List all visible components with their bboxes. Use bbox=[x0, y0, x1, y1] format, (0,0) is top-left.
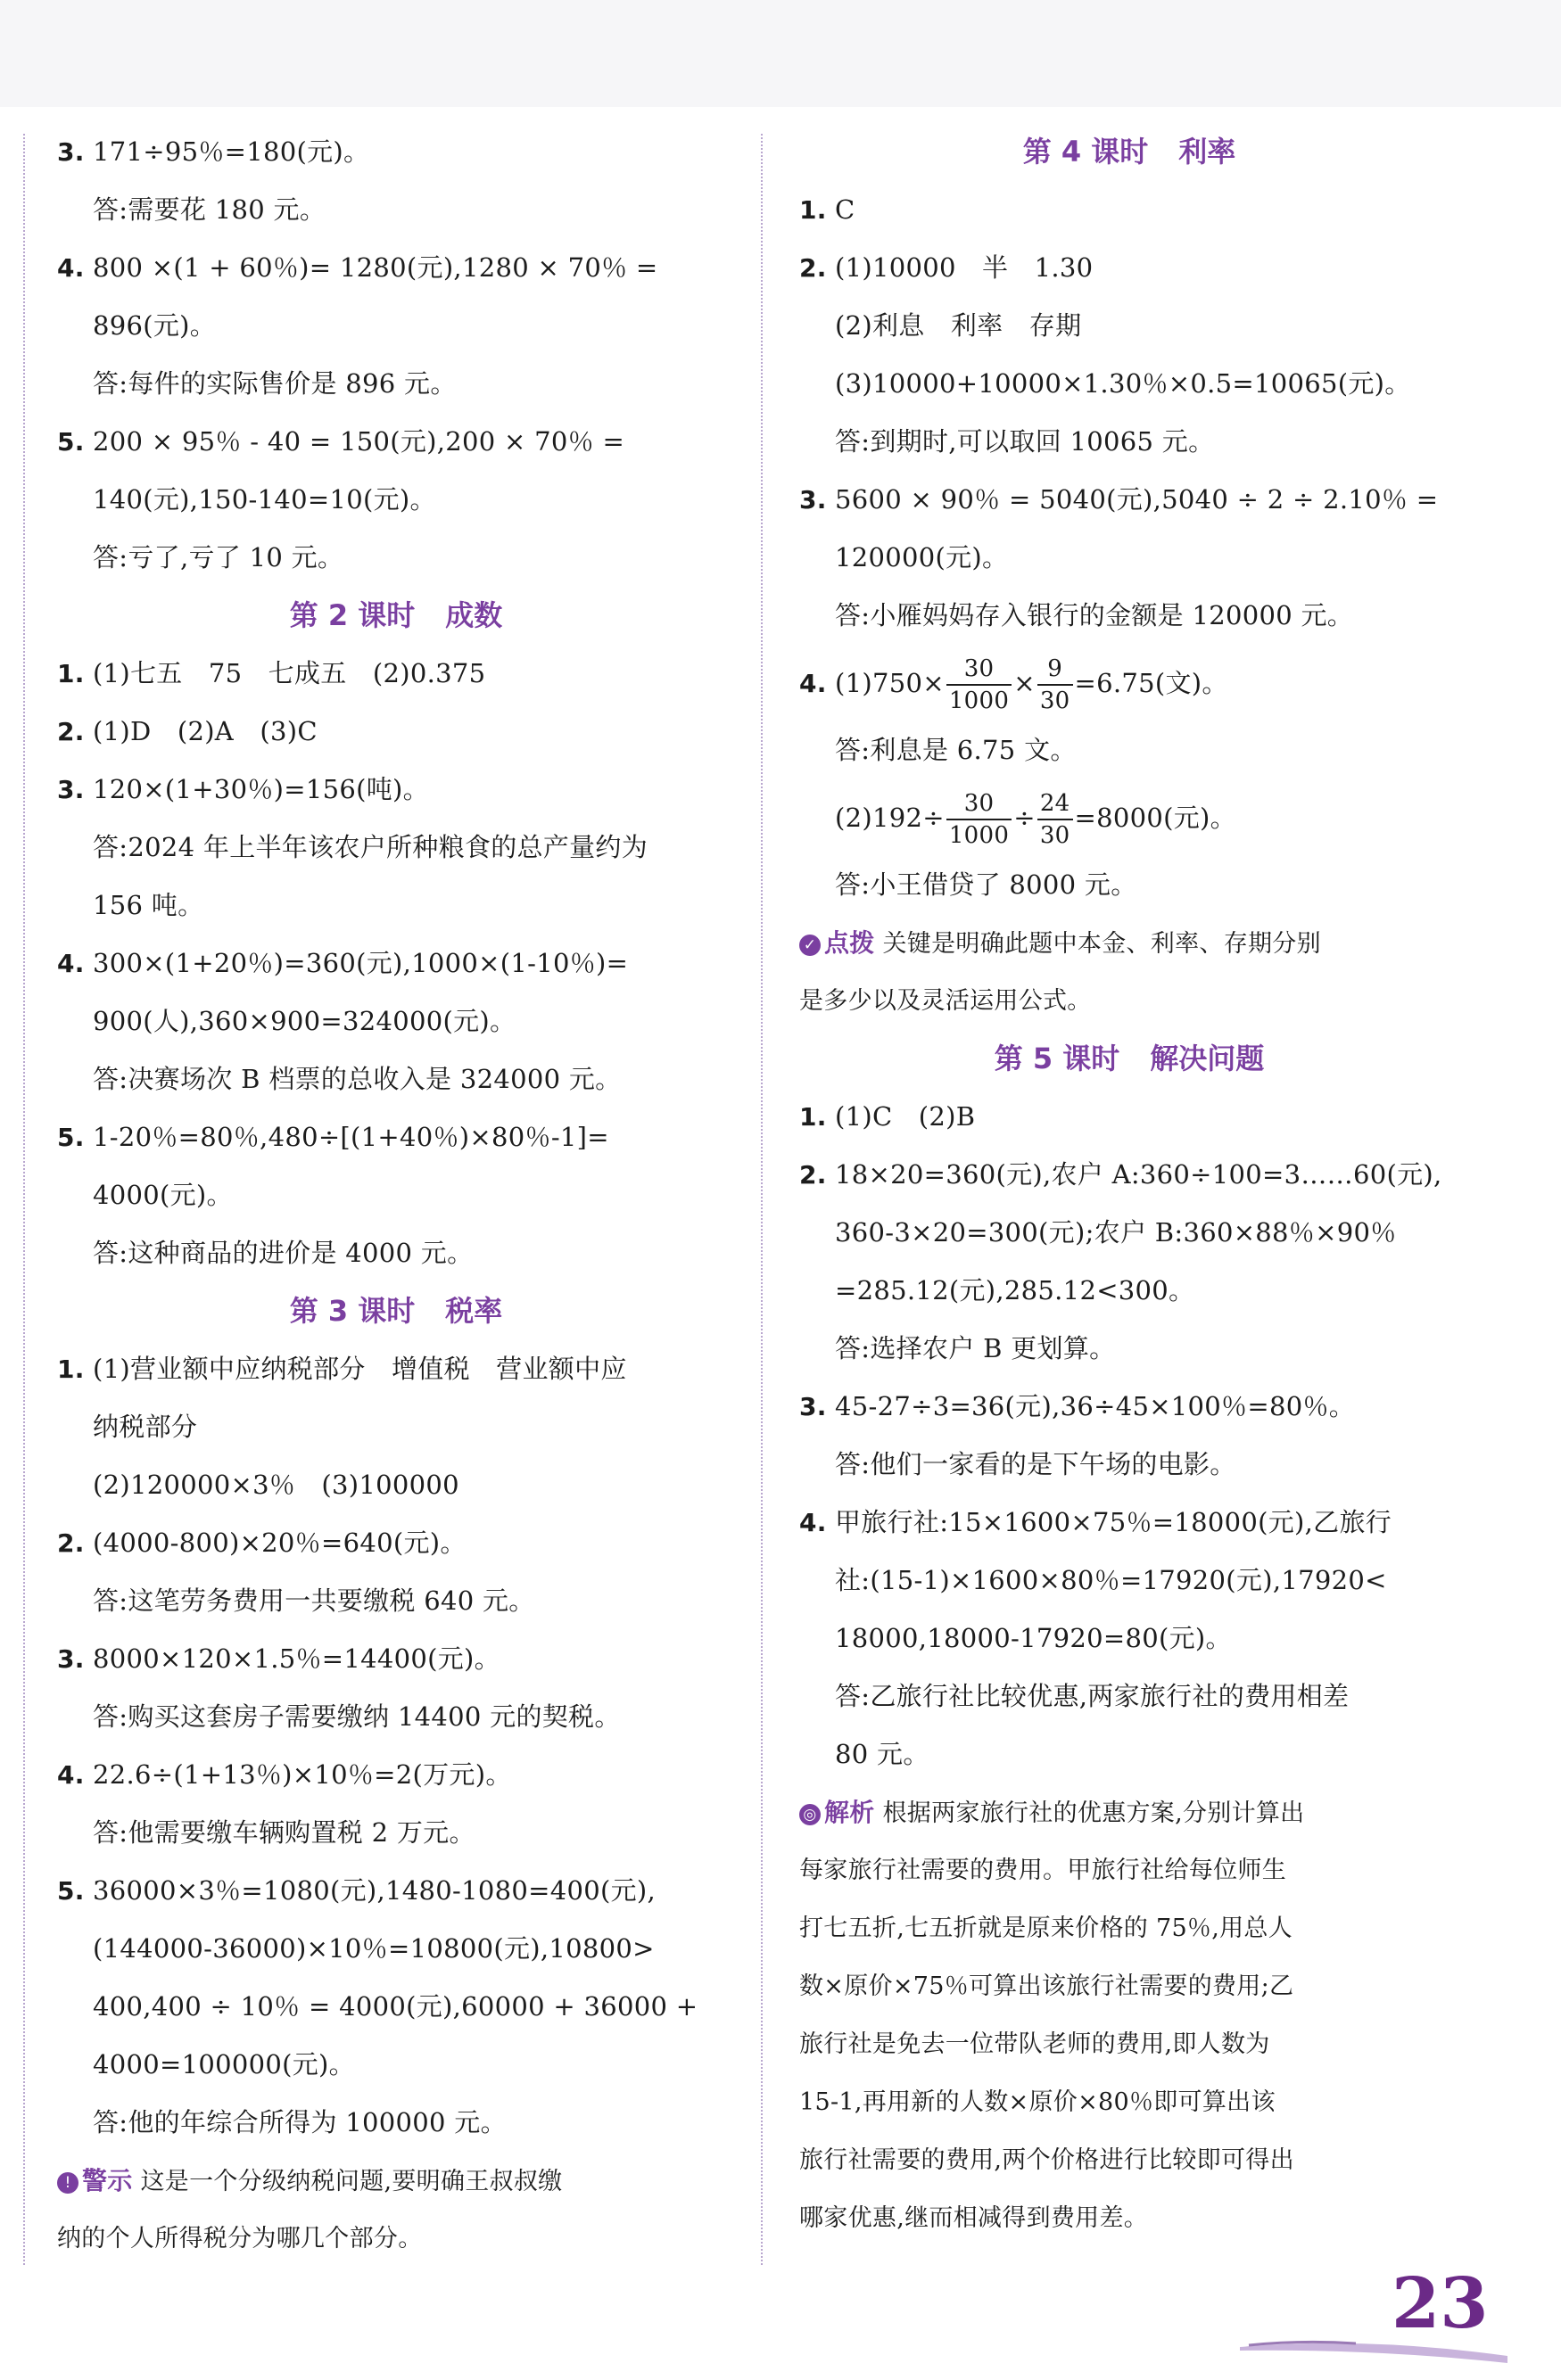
answer-line: 18000,18000-17920=80(元)。 bbox=[835, 1623, 1232, 1653]
analysis-note-line: 打七五折,七五折就是原来价格的 75％,用总人 bbox=[799, 1915, 1293, 1942]
answer-line: 5. 200 × 95％ - 40 = 150(元),200 × 70％ = bbox=[57, 413, 735, 471]
tip-note: ✓ 点拨 关键是明确此题中本金、利率、存期分别 bbox=[799, 914, 1459, 972]
answer-line: 2. (1)D (2)A (3)C bbox=[57, 703, 735, 761]
warning-tag: 警示 bbox=[82, 2166, 133, 2195]
answer-line: 400,400 ÷ 10％ = 4000(元),60000 + 36000 + bbox=[93, 1991, 698, 2022]
answer-line: 答:每件的实际售价是 896 元。 bbox=[93, 368, 457, 399]
answer-line: (144000-36000)×10％=10800(元),10800> bbox=[93, 1933, 655, 1964]
answer-line: 80 元。 bbox=[835, 1739, 929, 1769]
answer-line: 1. (1)营业额中应纳税部分 增值税 营业额中应 bbox=[57, 1340, 735, 1398]
answer-line: 4000(元)。 bbox=[93, 1180, 233, 1210]
question-number: 2. bbox=[799, 253, 827, 283]
section-heading-lesson-2: 第 2 课时 成数 bbox=[289, 598, 503, 632]
answer-line: 3. 8000×120×1.5％=14400(元)。 bbox=[57, 1630, 735, 1688]
answer-line: 答:选择农户 B 更划算。 bbox=[835, 1333, 1116, 1363]
question-number: 3. bbox=[57, 775, 85, 804]
question-number: 4. bbox=[57, 253, 85, 283]
answer-line: 140(元),150-140=10(元)。 bbox=[93, 484, 436, 515]
analysis-note-line: 哪家优惠,继而相减得到费用差。 bbox=[799, 2204, 1149, 2232]
analysis-note: ◎ 解析 根据两家旅行社的优惠方案,分别计算出 bbox=[799, 1783, 1459, 1841]
answer-line: 2. (4000-800)×20％=640(元)。 bbox=[57, 1514, 735, 1572]
answer-line: 答:他需要缴车辆购置税 2 万元。 bbox=[93, 1817, 475, 1848]
analysis-note-line: 旅行社是免去一位带队老师的费用,即人数为 bbox=[799, 2030, 1270, 2058]
answer-line: 4000=100000(元)。 bbox=[93, 2049, 355, 2079]
analysis-tag: 解析 bbox=[824, 1798, 875, 1827]
question-number: 5. bbox=[57, 427, 85, 457]
answer-line: 1. C bbox=[799, 181, 1459, 239]
tip-tag: 点拨 bbox=[824, 928, 875, 958]
analysis-note-line: 旅行社需要的费用,两个价格进行比较即可得出 bbox=[799, 2146, 1294, 2174]
answer-line: 3. 171÷95％=180(元)。 bbox=[57, 123, 735, 181]
question-number: 1. bbox=[799, 1102, 827, 1132]
question-number: 1. bbox=[57, 659, 85, 688]
left-column bbox=[57, 123, 735, 2268]
answer-line: 答:亏了,亏了 10 元。 bbox=[93, 542, 344, 572]
answer-line: 4. 22.6÷(1+13％)×10％=2(万元)。 bbox=[57, 1746, 735, 1804]
answer-line: 5. 36000×3％=1080(元),1480-1080=400(元), bbox=[57, 1862, 735, 1920]
question-number: 5. bbox=[57, 1123, 85, 1152]
analysis-note-line: 每家旅行社需要的费用。甲旅行社给每位师生 bbox=[799, 1857, 1286, 1884]
answer-line: 4. 甲旅行社:15×1600×75％=18000(元),乙旅行 bbox=[799, 1494, 1459, 1552]
answer-line: 答:到期时,可以取回 10065 元。 bbox=[835, 426, 1215, 457]
answer-line: (2)利息 利率 存期 bbox=[835, 310, 1082, 341]
page-number: 23 bbox=[1392, 2263, 1489, 2344]
answer-line: 4. 800 ×(1 + 60％)= 1280(元),1280 × 70％ = bbox=[57, 239, 735, 297]
top-band bbox=[0, 0, 1561, 107]
answer-line: 120000(元)。 bbox=[835, 542, 1009, 572]
question-number: 5. bbox=[57, 1876, 85, 1906]
question-number: 3. bbox=[799, 485, 827, 515]
answer-line: 答:决赛场次 B 档票的总收入是 324000 元。 bbox=[93, 1064, 622, 1094]
answer-line: 1. (1)C (2)B bbox=[799, 1088, 1459, 1146]
answer-line: 答:这种商品的进价是 4000 元。 bbox=[93, 1238, 474, 1268]
answer-line: 1. (1)七五 75 七成五 (2)0.375 bbox=[57, 645, 735, 703]
question-number: 1. bbox=[57, 1355, 85, 1384]
warning-note: ! 警示 这是一个分级纳税问题,要明确王叔叔缴 bbox=[57, 2152, 735, 2210]
analysis-note-line: 数×原价×75％可算出该旅行社需要的费用;乙 bbox=[799, 1972, 1294, 2000]
question-number: 4. bbox=[799, 1508, 827, 1537]
question-number: 4. bbox=[57, 1760, 85, 1790]
exclamation-icon: ! bbox=[57, 2172, 78, 2194]
left-margin-rule bbox=[23, 134, 25, 2265]
answer-line: 社:(15-1)×1600×80％=17920(元),17920< bbox=[835, 1565, 1387, 1595]
fraction: $\frac{24}{30}$ bbox=[1037, 788, 1073, 851]
right-column bbox=[799, 123, 1459, 2247]
answer-line: 3. 45-27÷3=36(元),36÷45×100％=80％。 bbox=[799, 1378, 1459, 1436]
answer-line: 答:小雁妈妈存入银行的金额是 120000 元。 bbox=[835, 600, 1354, 630]
answer-line: 5. 1-20％=80％,480÷[(1+40％)×80％-1]= bbox=[57, 1108, 735, 1166]
analysis-note-line: 15-1,再用新的人数×原价×80％即可算出该 bbox=[799, 2088, 1276, 2116]
answer-line: 900(人),360×900=324000(元)。 bbox=[93, 1006, 516, 1036]
answer-line: 360-3×20=300(元);农户 B:360×88％×90％ bbox=[835, 1217, 1397, 1248]
fraction-equation: (2)192÷ $\frac{30}{1000}$ ÷ $\frac{24}{30}$ =8000(元)。 bbox=[835, 790, 1236, 849]
warning-note-continued: 纳的个人所得税分为哪几个部分。 bbox=[57, 2225, 423, 2252]
answer-line: 纳税部分 bbox=[93, 1412, 198, 1442]
answer-line: 896(元)。 bbox=[93, 310, 217, 341]
answer-line: 答:2024 年上半年该农户所种粮食的总产量约为 bbox=[93, 832, 648, 862]
question-number: 3. bbox=[57, 137, 85, 167]
fraction: $\frac{30}{1000}$ bbox=[946, 654, 1012, 716]
answer-line: 答:这笔劳务费用一共要缴税 640 元。 bbox=[93, 1585, 535, 1616]
answer-line: 答:小王借贷了 8000 元。 bbox=[835, 869, 1137, 900]
answer-line: 3. 120×(1+30％)=156(吨)。 bbox=[57, 761, 735, 819]
pointer-icon: ✓ bbox=[799, 935, 821, 956]
answer-line: 156 吨。 bbox=[93, 890, 204, 920]
question-number: 3. bbox=[57, 1644, 85, 1674]
column-divider bbox=[761, 134, 763, 2265]
answer-line: 2. (1)10000 半 1.30 bbox=[799, 239, 1459, 297]
answer-line: 答:利息是 6.75 文。 bbox=[835, 735, 1077, 765]
answer-line: =285.12(元),285.12<300。 bbox=[835, 1275, 1195, 1305]
analysis-icon: ◎ bbox=[799, 1804, 821, 1825]
answer-line: 3. 5600 × 90％ = 5040(元),5040 ÷ 2 ÷ 2.10％ = bbox=[799, 471, 1459, 529]
section-heading-lesson-3: 第 3 课时 税率 bbox=[289, 1294, 503, 1328]
question-number: 2. bbox=[57, 717, 85, 746]
fraction-equation: 4. (1)750× $\frac{30}{1000}$ × $\frac{9}{30}$ =6.75(文)。 bbox=[799, 645, 1459, 721]
answer-line: 2. 18×20=360(元),农户 A:360÷100=3……60(元), bbox=[799, 1146, 1459, 1204]
question-number: 3. bbox=[799, 1392, 827, 1421]
fraction: $\frac{9}{30}$ bbox=[1037, 654, 1073, 716]
answer-line: 答:购买这套房子需要缴纳 14400 元的契税。 bbox=[93, 1701, 621, 1732]
question-number: 1. bbox=[799, 195, 827, 225]
question-number: 2. bbox=[799, 1160, 827, 1190]
tip-note-continued: 是多少以及灵活运用公式。 bbox=[799, 987, 1092, 1015]
fraction: $\frac{30}{1000}$ bbox=[946, 788, 1012, 851]
answer-line: 答:乙旅行社比较优惠,两家旅行社的费用相差 bbox=[835, 1681, 1350, 1711]
section-heading-lesson-5: 第 5 课时 解决问题 bbox=[994, 1042, 1265, 1075]
answer-line: 答:需要花 180 元。 bbox=[93, 194, 326, 225]
question-number: 2. bbox=[57, 1528, 85, 1558]
answer-line: 答:他们一家看的是下午场的电影。 bbox=[835, 1449, 1236, 1479]
answer-line: (2)120000×3％ (3)100000 bbox=[93, 1470, 459, 1500]
answer-line: (3)10000+10000×1.30％×0.5=10065(元)。 bbox=[835, 368, 1411, 399]
question-number: 4. bbox=[57, 949, 85, 978]
section-heading-lesson-4: 第 4 课时 利率 bbox=[1022, 135, 1236, 169]
question-number: 4. bbox=[799, 669, 827, 698]
answer-line: 4. 300×(1+20％)=360(元),1000×(1-10％)= bbox=[57, 935, 735, 992]
answer-line: 答:他的年综合所得为 100000 元。 bbox=[93, 2107, 507, 2137]
